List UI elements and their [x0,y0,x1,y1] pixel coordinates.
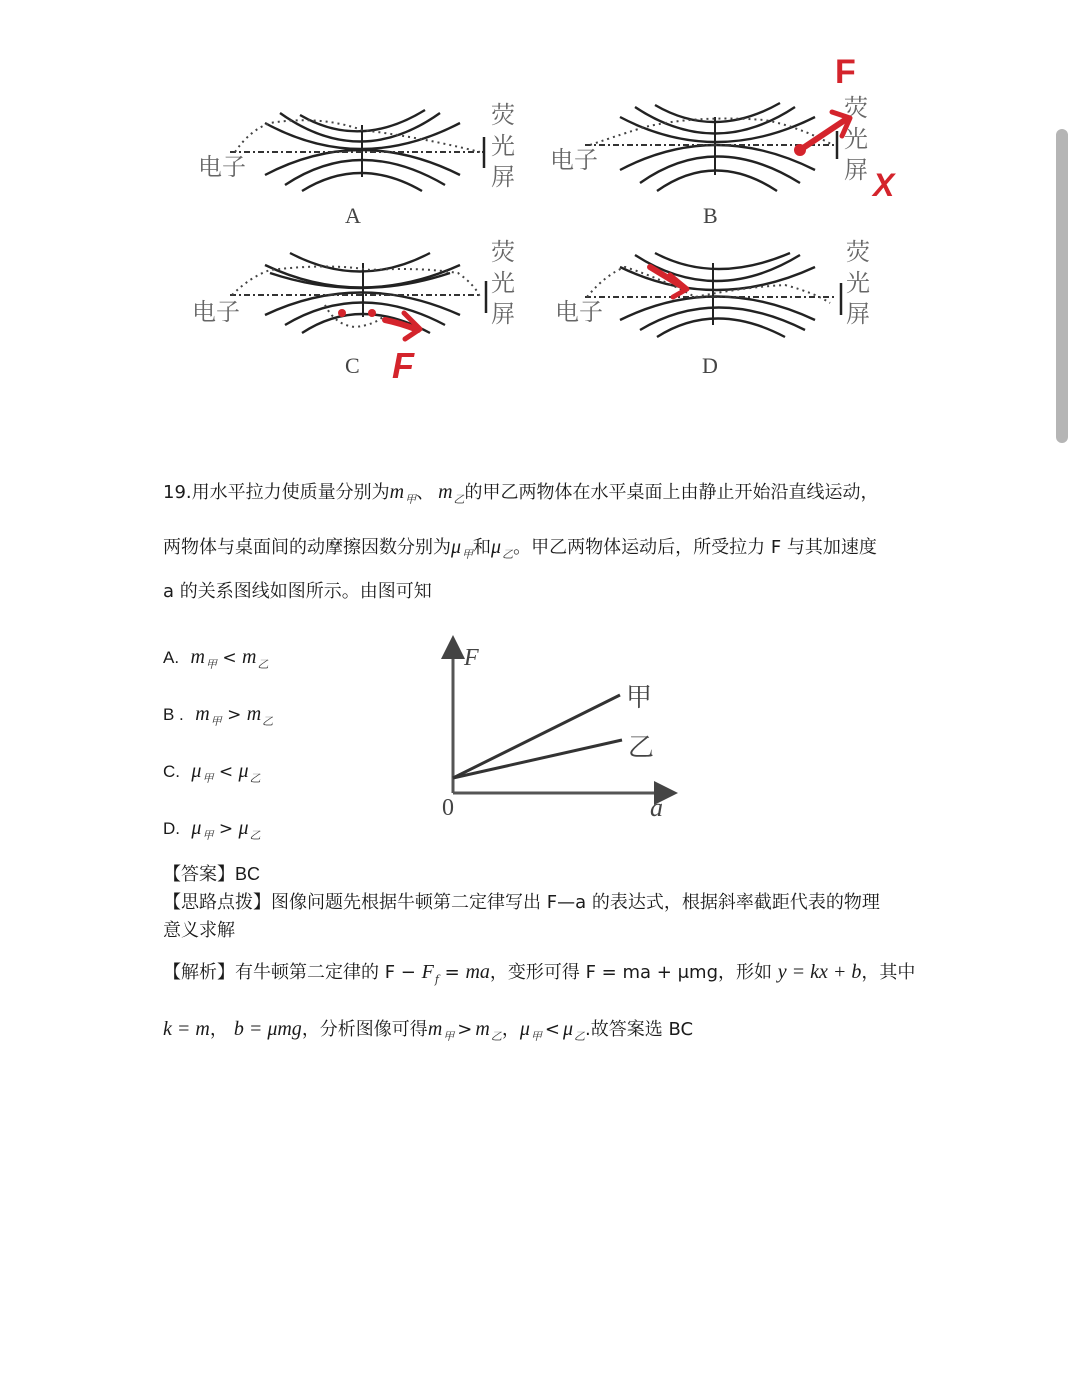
figure-panel-c [190,238,530,386]
x-axis-label: a [650,793,663,822]
option-a: A. $m_甲 < m_乙$ [163,646,269,671]
series-label-jia: 甲 [626,683,653,713]
screen-label: 荧 光 屏 [491,238,515,328]
f-a-graph [430,635,690,835]
analysis-line-2: k = m， b = μmg，分析图像可得$m_甲 > m_乙$，$\mu_甲 < \mu_乙$.故答案选 BC [163,1018,694,1043]
option-d: D. $\mu_甲 > \mu_乙$ [163,817,261,842]
series-line-yi [453,740,622,778]
question-line-2: 两物体与桌面间的动摩擦因数分别为$\mu_甲$和$\mu_乙$。甲乙两物体运动后，所受拉力 F 与其加速度 [163,536,877,561]
hint-line-2: 意义求解 [163,920,235,941]
screen-label: 荧 光 屏 [846,238,870,328]
electron-label: 电子 [555,298,603,326]
scrollbar-thumb[interactable] [1056,129,1068,443]
series-label-yi: 乙 [628,733,655,763]
figure-panel-d [545,238,885,378]
figure-panel-b [545,53,895,228]
answer-line: 【答案】BC [163,864,261,885]
series-line-jia [453,695,620,778]
annotation-f: F [835,53,856,91]
question-line-3: a 的关系图线如图所示。由图可知 [163,581,432,602]
screen-label: 荧 光 屏 [491,101,515,191]
panel-label-d: D [702,353,718,378]
field-lines-diagram [190,95,530,205]
electron-label: 电子 [198,153,246,181]
panel-label-b: B [703,203,718,228]
electron-label: 电子 [192,298,240,326]
annotation-f: F [392,345,414,386]
red-force-arrow-annotation [330,305,430,365]
annotation-x-mark: X [873,167,895,203]
y-axis-label: F [464,645,479,671]
figure-panel-a [190,95,530,228]
origin-label: 0 [442,795,454,821]
question-line-1: 19.用水平拉力使质量分别为$m_甲$、 $m_乙$的甲乙两物体在水平桌面上由静止开始沿直线运动， [163,481,879,506]
analysis-line-1: 【解析】有牛顿第二定律的 $F - F_f$ = ma，变形可得 F = ma + μmg，形如 y = kx + b，其中 [163,961,916,986]
answer-value: BC [235,864,261,884]
electron-label: 电子 [550,146,598,174]
option-b: B . $m_甲 > m_乙$ [163,703,274,728]
hint-line-1: 【思路点拨】图像问题先根据牛顿第二定律写出 F—a 的表达式，根据斜率截距代表的物理 [163,892,880,913]
screen-label: 荧 光 屏 [844,94,868,184]
question-number: 19. [163,482,192,503]
panel-label-c: C [345,353,360,378]
panel-label-a: A [345,203,361,228]
option-c: C. $\mu_甲 < \mu_乙$ [163,760,261,785]
